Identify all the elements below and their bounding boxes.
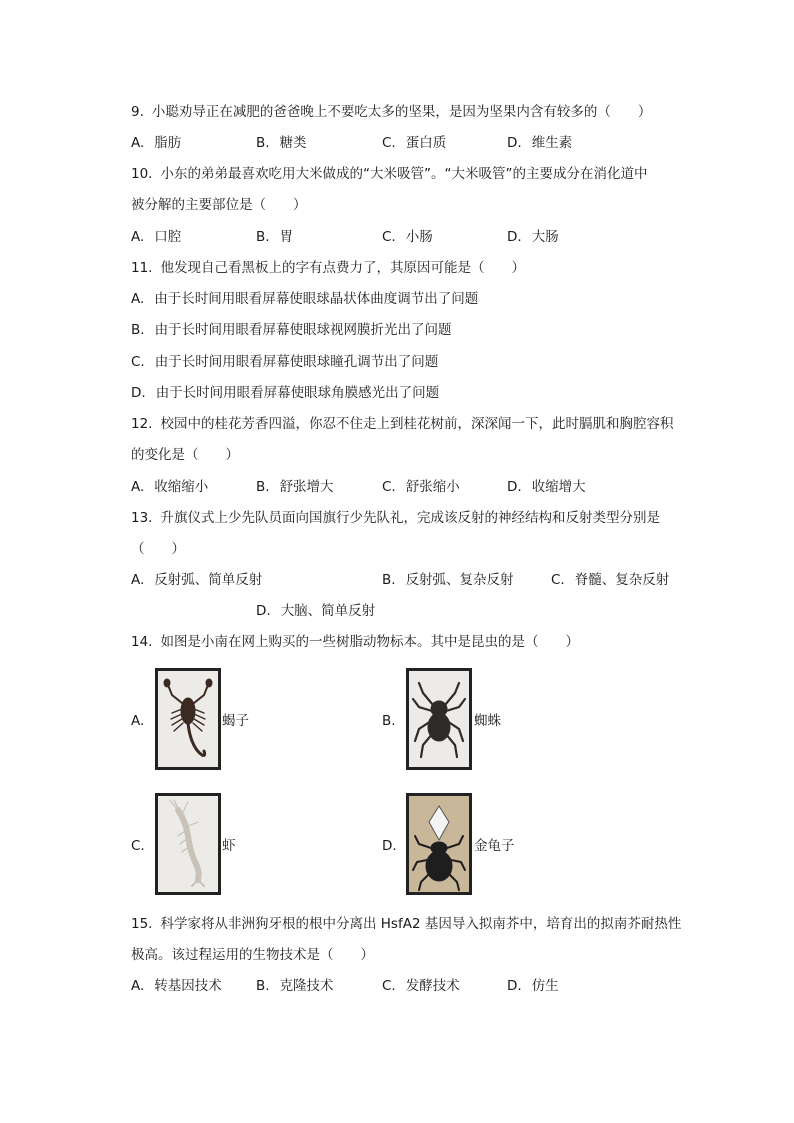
question-10-stem xyxy=(131,164,647,184)
option-letter: B. xyxy=(382,572,396,588)
q15-option-c[interactable] xyxy=(382,976,460,996)
option-letter: D. xyxy=(507,978,522,994)
q14-option-a[interactable] xyxy=(131,711,144,731)
question-text: 极高。该过程运用的生物技术是（ ） xyxy=(131,947,374,963)
option-text: 维生素 xyxy=(531,135,573,151)
option-letter: A. xyxy=(131,291,145,307)
question-9-stem xyxy=(131,102,651,122)
q14-option-b[interactable] xyxy=(382,711,396,731)
option-letter: B. xyxy=(382,713,396,729)
option-letter: A. xyxy=(131,572,145,588)
q13-option-b[interactable] xyxy=(382,570,514,590)
question-number: 9. xyxy=(131,104,144,120)
option-text: 由于长时间用眼看屏幕使眼球角膜感光出了问题 xyxy=(155,385,440,401)
option-text: 收缩缩小 xyxy=(154,479,209,495)
option-letter: C. xyxy=(131,354,145,370)
q13-option-c[interactable] xyxy=(551,570,669,590)
option-text: 金龟子 xyxy=(474,838,515,854)
question-10-stem-cont xyxy=(131,195,307,215)
question-text: 的变化是（ ） xyxy=(131,447,239,463)
q15-option-a[interactable] xyxy=(131,976,222,996)
option-text: 蝎子 xyxy=(222,713,249,729)
question-number: 14. xyxy=(131,634,153,650)
option-letter: A. xyxy=(131,713,145,729)
option-text: 收缩增大 xyxy=(531,479,586,495)
option-text: 大肠 xyxy=(531,229,559,245)
option-letter: C. xyxy=(131,838,145,854)
q9-option-d[interactable] xyxy=(507,133,572,153)
q13-option-d[interactable] xyxy=(256,601,375,621)
q12-option-b[interactable] xyxy=(256,477,334,497)
option-letter: A. xyxy=(131,479,145,495)
option-letter: A. xyxy=(131,978,145,994)
option-text: 舒张增大 xyxy=(279,479,334,495)
option-letter: A. xyxy=(131,229,145,245)
q9-option-b[interactable] xyxy=(256,133,307,153)
option-letter: B. xyxy=(256,479,270,495)
question-text: 科学家将从非洲狗牙根的根中分离出 HsfA2 基因导入拟南芥中，培育出的拟南芥耐热性 xyxy=(160,916,682,932)
option-letter: C. xyxy=(382,229,396,245)
q11-option-b[interactable] xyxy=(131,320,452,340)
question-number: 12. xyxy=(131,416,153,432)
option-letter: B. xyxy=(131,322,145,338)
shrimp-icon xyxy=(158,796,218,892)
option-letter: A. xyxy=(131,135,145,151)
question-text: 小聪劝导正在减肥的爸爸晚上不要吃太多的坚果，是因为坚果内含有较多的（ ） xyxy=(151,104,652,120)
question-number: 13. xyxy=(131,510,153,526)
question-text: 他发现自己看黑板上的字有点费力了，其原因可能是（ ） xyxy=(160,260,525,276)
q12-option-a[interactable] xyxy=(131,477,208,497)
option-text: 口腔 xyxy=(154,229,182,245)
option-text: 舒张缩小 xyxy=(405,479,460,495)
option-text: 由于长时间用眼看屏幕使眼球瞳孔调节出了问题 xyxy=(154,354,439,370)
option-text: 转基因技术 xyxy=(154,978,222,994)
q15-option-b[interactable] xyxy=(256,976,334,996)
q9-option-a[interactable] xyxy=(131,133,181,153)
option-letter: D. xyxy=(507,135,522,151)
question-15-stem xyxy=(131,914,681,934)
question-text: 升旗仪式上少先队员面向国旗行少先队礼，完成该反射的神经结构和反射类型分别是 xyxy=(160,510,660,526)
spider-specimen-image[interactable] xyxy=(406,668,472,770)
q11-option-a[interactable] xyxy=(131,289,478,309)
option-text: 胃 xyxy=(279,229,294,245)
question-12-stem xyxy=(131,414,673,434)
question-text: （ ） xyxy=(131,541,185,557)
option-letter: D. xyxy=(256,603,271,619)
option-text: 蛋白质 xyxy=(405,135,447,151)
option-text: 反射弧、复杂反射 xyxy=(405,572,514,588)
option-text: 大脑、简单反射 xyxy=(280,603,376,619)
option-text: 仿生 xyxy=(531,978,559,994)
option-text: 发酵技术 xyxy=(405,978,460,994)
q10-option-b[interactable] xyxy=(256,227,293,247)
question-14-stem xyxy=(131,632,579,652)
question-number: 15. xyxy=(131,916,153,932)
q12-option-d[interactable] xyxy=(507,477,586,497)
question-text: 被分解的主要部位是（ ） xyxy=(131,197,307,213)
option-text: 虾 xyxy=(222,838,236,854)
question-11-stem xyxy=(131,258,525,278)
option-letter: C. xyxy=(382,479,396,495)
question-number: 11. xyxy=(131,260,153,276)
beetle-specimen-image[interactable] xyxy=(406,793,472,895)
option-letter: C. xyxy=(382,978,396,994)
option-letter: C. xyxy=(382,135,396,151)
option-text: 小肠 xyxy=(405,229,433,245)
q9-option-c[interactable] xyxy=(382,133,446,153)
beetle-icon xyxy=(409,796,469,892)
q11-option-c[interactable] xyxy=(131,352,438,372)
shrimp-specimen-image[interactable] xyxy=(155,793,221,895)
option-text: 由于长时间用眼看屏幕使眼球晶状体曲度调节出了问题 xyxy=(154,291,479,307)
q10-option-a[interactable] xyxy=(131,227,181,247)
question-text: 校园中的桂花芳香四溢，你忍不住走上到桂花树前，深深闻一下，此时膈肌和胸腔容积 xyxy=(160,416,674,432)
option-letter: D. xyxy=(131,385,146,401)
option-text: 由于长时间用眼看屏幕使眼球视网膜折光出了问题 xyxy=(154,322,452,338)
option-letter: D. xyxy=(507,229,522,245)
option-letter: B. xyxy=(256,135,270,151)
option-text: 脊髓、复杂反射 xyxy=(574,572,670,588)
question-text: 如图是小南在网上购买的一些树脂动物标本。其中是昆虫的是（ ） xyxy=(160,634,579,650)
option-letter: B. xyxy=(256,978,270,994)
option-text: 反射弧、简单反射 xyxy=(154,572,263,588)
question-13-stem xyxy=(131,508,660,528)
option-letter: D. xyxy=(382,838,397,854)
q14-option-c[interactable] xyxy=(131,836,145,856)
question-13-stem-cont xyxy=(131,539,185,559)
q10-option-d[interactable] xyxy=(507,227,559,247)
option-text: 蜘蛛 xyxy=(474,713,501,729)
question-text: 小东的弟弟最喜欢吃用大米做成的“大米吸管”。“大米吸管”的主要成分在消化道中 xyxy=(160,166,648,182)
q13-option-a[interactable] xyxy=(131,570,262,590)
q11-option-d[interactable] xyxy=(131,383,439,403)
question-number: 10. xyxy=(131,166,153,182)
scorpion-icon xyxy=(158,671,218,767)
spider-icon xyxy=(409,671,469,767)
option-text: 糖类 xyxy=(279,135,307,151)
scorpion-specimen-image[interactable] xyxy=(155,668,221,770)
option-text: 克隆技术 xyxy=(279,978,334,994)
q15-option-d[interactable] xyxy=(507,976,559,996)
q10-option-c[interactable] xyxy=(382,227,433,247)
option-text: 脂肪 xyxy=(154,135,182,151)
question-12-stem-cont xyxy=(131,445,239,465)
option-letter: B. xyxy=(256,229,270,245)
q12-option-c[interactable] xyxy=(382,477,460,497)
option-letter: D. xyxy=(507,479,522,495)
question-15-stem-cont xyxy=(131,945,374,965)
option-letter: C. xyxy=(551,572,565,588)
q14-option-d[interactable] xyxy=(382,836,397,856)
